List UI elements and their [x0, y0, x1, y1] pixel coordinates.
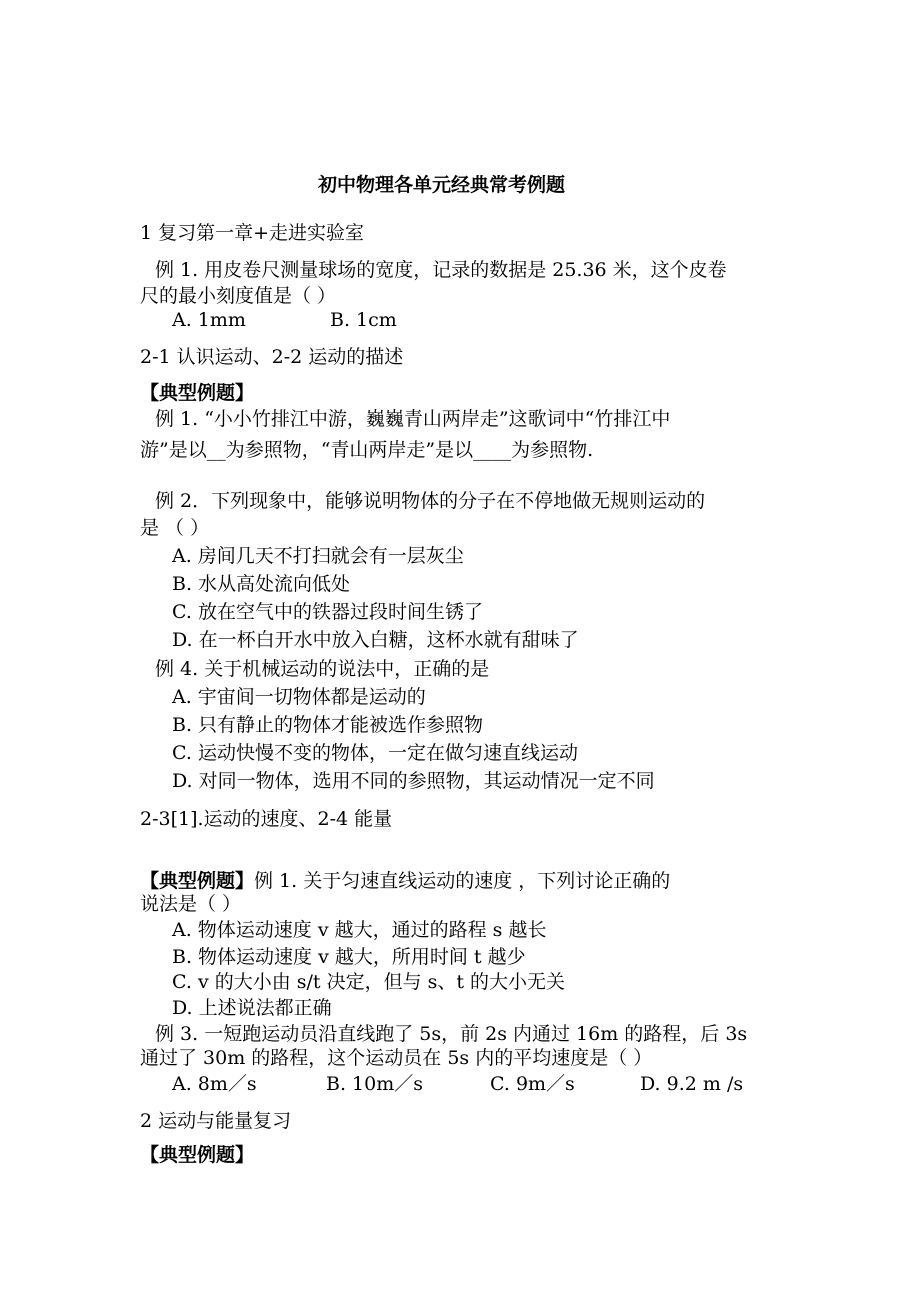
- s3-q3-line1: 例 3. 一短跑运动员沿直线跑了 5s，前 2s 内通过 16m 的路程，后 3s: [155, 1023, 748, 1045]
- s2-q1-line1: 例 1. “小小竹排江中游，巍巍青山两岸走”这歌词中“竹排江中: [155, 408, 671, 430]
- s3-q1-text: 例 1. 关于匀速直线运动的速度 ，下列讨论正确的: [254, 870, 671, 892]
- section-heading-2: 2-1 认识运动、2-2 运动的描述: [140, 346, 404, 368]
- section-heading-4: 2 运动与能量复习: [140, 1110, 292, 1132]
- s2-q4-option: C. 运动快慢不变的物体，一定在做匀速直线运动: [172, 742, 578, 764]
- s3-q3-line2: 通过了 30m 的路程，这个运动员在 5s 内的平均速度是（ ）: [140, 1047, 653, 1069]
- s1-q1-line1: 例 1. 用皮卷尺测量球场的宽度，记录的数据是 25.36 米，这个皮卷: [155, 259, 727, 281]
- s3-q1-option: D. 上述说法都正确: [172, 997, 332, 1019]
- s1-q1-line2: 尺的最小刻度值是（ ）: [140, 285, 337, 307]
- s3-q3-option: B. 10m／s: [326, 1073, 423, 1095]
- s2-q2-option: C. 放在空气中的铁器过段时间生锈了: [172, 601, 483, 623]
- s1-q1-option-b: B. 1cm: [330, 309, 397, 331]
- s2-q4-line: 例 4. 关于机械运动的说法中，正确的是: [155, 658, 490, 680]
- s1-q1-option-a: A. 1mm: [172, 309, 246, 331]
- s3-q3-option: A. 8m／s: [172, 1073, 257, 1095]
- s2-q2-line1: 例 2．下列现象中，能够说明物体的分子在不停地做无规则运动的: [155, 490, 706, 512]
- s3-q1-option: C. v 的大小由 s/t 决定，但与 s、t 的大小无关: [172, 971, 566, 993]
- s2-q2-option: B. 水从高处流向低处: [172, 573, 351, 595]
- s2-q4-option: B. 只有静止的物体才能被选作参照物: [172, 714, 484, 736]
- typical-examples-label: 【典型例题】: [140, 382, 255, 404]
- s3-q3-option: D. 9.2 m /s: [640, 1073, 744, 1095]
- typical-examples-label: 【典型例题】: [140, 1144, 255, 1166]
- s2-q4-option: D. 对同一物体，选用不同的参照物，其运动情况一定不同: [172, 770, 655, 792]
- s3-q1-option: B. 物体运动速度 v 越大，所用时间 t 越少: [172, 946, 526, 968]
- typical-examples-label: 【典型例题】: [140, 870, 255, 892]
- s2-q4-option: A. 宇宙间一切物体都是运动的: [172, 686, 426, 708]
- s2-q2-line2: 是 （ ）: [140, 517, 210, 539]
- s3-q1-option: A. 物体运动速度 v 越大，通过的路程 s 越长: [172, 919, 547, 941]
- s2-q2-option: A. 房间几天不打扫就会有一层灰尘: [172, 545, 464, 567]
- s2-q1-line2: 游”是以__为参照物，“青山两岸走”是以____为参照物.: [140, 439, 594, 461]
- section-heading-3: 2-3[1].运动的速度、2-4 能量: [140, 808, 393, 830]
- section-heading-1: 1 复习第一章+走进实验室: [140, 222, 365, 244]
- s3-q1-line2: 说法是（ ）: [140, 893, 242, 915]
- s3-q3-option: C. 9m／s: [490, 1073, 575, 1095]
- s2-q2-option: D. 在一杯白开水中放入白糖，这杯水就有甜味了: [172, 629, 579, 651]
- page-title: 初中物理各单元经典常考例题: [318, 174, 566, 196]
